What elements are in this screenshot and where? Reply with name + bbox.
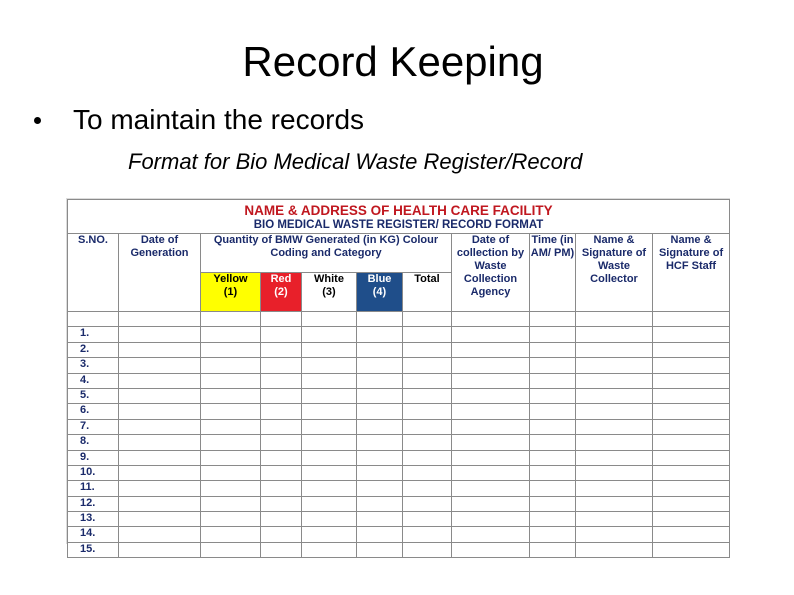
- entry-cell[interactable]: [653, 373, 730, 388]
- table-row: [68, 450, 730, 465]
- entry-cell[interactable]: [357, 496, 403, 511]
- entry-cell[interactable]: [201, 358, 261, 373]
- entry-cell[interactable]: [530, 465, 576, 480]
- entry-cell[interactable]: [302, 342, 357, 357]
- form-subheading-row: [68, 219, 730, 234]
- entry-cell[interactable]: [653, 542, 730, 557]
- entry-cell[interactable]: [452, 404, 530, 419]
- row-number: 8.: [68, 435, 119, 450]
- entry-cell[interactable]: [261, 512, 302, 527]
- form-heading-row: [68, 200, 730, 220]
- entry-cell[interactable]: [119, 512, 201, 527]
- table-row: [68, 527, 730, 542]
- entry-cell[interactable]: [653, 404, 730, 419]
- entry-cell[interactable]: [452, 512, 530, 527]
- entry-cell[interactable]: [201, 342, 261, 357]
- entry-cell[interactable]: [302, 481, 357, 496]
- entry-cell[interactable]: [403, 465, 452, 480]
- entry-cell[interactable]: [302, 388, 357, 403]
- entry-cell[interactable]: [119, 327, 201, 342]
- entry-cell[interactable]: [403, 450, 452, 465]
- entry-cell[interactable]: [357, 435, 403, 450]
- entry-cell[interactable]: [302, 404, 357, 419]
- entry-cell[interactable]: [452, 450, 530, 465]
- entry-cell[interactable]: [357, 542, 403, 557]
- entry-cell[interactable]: [452, 388, 530, 403]
- table-row: [68, 327, 730, 342]
- entry-cell[interactable]: [201, 404, 261, 419]
- entry-cell[interactable]: [201, 388, 261, 403]
- entry-cell[interactable]: [261, 465, 302, 480]
- col-header-quantity: Quantity of BMW Generated (in KG) Colour Coding and Category: [201, 234, 452, 273]
- entry-cell[interactable]: [452, 419, 530, 434]
- entry-cell[interactable]: [452, 327, 530, 342]
- entry-cell[interactable]: [403, 419, 452, 434]
- entry-cell[interactable]: [653, 512, 730, 527]
- entry-cell[interactable]: [576, 358, 653, 373]
- entry-cell[interactable]: [302, 419, 357, 434]
- entry-cell[interactable]: [576, 419, 653, 434]
- entry-cell[interactable]: [452, 373, 530, 388]
- entry-cell[interactable]: [261, 542, 302, 557]
- entry-cell[interactable]: [653, 435, 730, 450]
- slide-subtitle: Format for Bio Medical Waste Register/Record: [128, 149, 583, 174]
- bullet-item: [34, 104, 364, 136]
- entry-cell[interactable]: [302, 527, 357, 542]
- entry-cell[interactable]: [357, 327, 403, 342]
- table-row: [68, 496, 730, 511]
- entry-cell[interactable]: [261, 342, 302, 357]
- entry-cell[interactable]: [403, 358, 452, 373]
- entry-cell[interactable]: [119, 419, 201, 434]
- bullet-text: To maintain the records: [73, 104, 365, 135]
- entry-cell[interactable]: [357, 388, 403, 403]
- entry-cell[interactable]: [403, 527, 452, 542]
- table-row: [68, 512, 730, 527]
- entry-cell[interactable]: [452, 542, 530, 557]
- entry-cell[interactable]: [403, 327, 452, 342]
- row-number: 3.: [68, 358, 119, 373]
- entry-cell[interactable]: [452, 358, 530, 373]
- table-row: [68, 419, 730, 434]
- entry-cell[interactable]: [119, 450, 201, 465]
- entry-cell[interactable]: [201, 481, 261, 496]
- table-row: [68, 388, 730, 403]
- entry-cell[interactable]: [357, 481, 403, 496]
- entry-cell[interactable]: [302, 373, 357, 388]
- entry-cell[interactable]: [576, 373, 653, 388]
- table-row: [68, 404, 730, 419]
- bmw-register-table: [67, 199, 730, 558]
- col-header-staff: Name & Signature of HCF Staff: [653, 234, 730, 312]
- entry-cell[interactable]: [653, 496, 730, 511]
- row-number: 14.: [68, 527, 119, 542]
- table-row: [68, 435, 730, 450]
- entry-cell[interactable]: [119, 373, 201, 388]
- entry-cell[interactable]: [530, 527, 576, 542]
- entry-cell[interactable]: [119, 496, 201, 511]
- entry-cell[interactable]: [530, 481, 576, 496]
- entry-cell[interactable]: [653, 358, 730, 373]
- entry-cell[interactable]: [653, 527, 730, 542]
- entry-cell[interactable]: [403, 481, 452, 496]
- table-row: [68, 342, 730, 357]
- entry-cell[interactable]: [201, 512, 261, 527]
- entry-cell[interactable]: [261, 373, 302, 388]
- entry-cell[interactable]: [261, 481, 302, 496]
- entry-cell[interactable]: [357, 450, 403, 465]
- entry-cell[interactable]: [653, 327, 730, 342]
- entry-cell[interactable]: [653, 419, 730, 434]
- entry-cell[interactable]: [261, 496, 302, 511]
- entry-cell[interactable]: [201, 527, 261, 542]
- entry-cell[interactable]: [576, 512, 653, 527]
- col-header-date-collection: Date of collection by Waste Collection Agency: [452, 234, 530, 312]
- entry-cell[interactable]: [452, 496, 530, 511]
- table-row: [68, 481, 730, 496]
- entry-cell[interactable]: [576, 388, 653, 403]
- col-header-collector: Name & Signature of Waste Collector: [576, 234, 653, 312]
- table-row: [68, 373, 730, 388]
- entry-cell[interactable]: [302, 435, 357, 450]
- form-heading: NAME & ADDRESS OF HEALTH CARE FACILITY: [68, 200, 730, 220]
- entry-cell[interactable]: [576, 327, 653, 342]
- entry-cell[interactable]: [261, 404, 302, 419]
- entry-cell[interactable]: [653, 450, 730, 465]
- row-number: 2.: [68, 342, 119, 357]
- entry-cell[interactable]: [357, 527, 403, 542]
- entry-cell[interactable]: [576, 527, 653, 542]
- entry-cell[interactable]: [302, 496, 357, 511]
- entry-cell[interactable]: [452, 481, 530, 496]
- entry-cell[interactable]: [119, 388, 201, 403]
- row-number: 7.: [68, 419, 119, 434]
- entry-cell[interactable]: [119, 465, 201, 480]
- entry-cell[interactable]: [576, 481, 653, 496]
- entry-cell[interactable]: [653, 388, 730, 403]
- row-number: 1.: [68, 327, 119, 342]
- row-number: 12.: [68, 496, 119, 511]
- entry-cell[interactable]: [201, 419, 261, 434]
- entry-cell[interactable]: [452, 465, 530, 480]
- entry-cell[interactable]: [403, 342, 452, 357]
- entry-cell[interactable]: [357, 373, 403, 388]
- entry-cell[interactable]: [530, 496, 576, 511]
- entry-cell[interactable]: [119, 481, 201, 496]
- entry-cell[interactable]: [302, 450, 357, 465]
- category-blue: Blue (4): [357, 273, 403, 312]
- form-subheading: BIO MEDICAL WASTE REGISTER/ RECORD FORMAT: [68, 219, 730, 234]
- entry-cell[interactable]: [452, 435, 530, 450]
- entry-cell[interactable]: [261, 419, 302, 434]
- entry-cell[interactable]: [119, 542, 201, 557]
- entry-cell[interactable]: [403, 435, 452, 450]
- entry-cell[interactable]: [357, 512, 403, 527]
- col-header-date-generation: Date of Generation: [119, 234, 201, 312]
- entry-cell[interactable]: [403, 496, 452, 511]
- entry-cell[interactable]: [302, 465, 357, 480]
- entry-cell[interactable]: [357, 404, 403, 419]
- entry-cell[interactable]: [576, 496, 653, 511]
- col-header-time: Time (in AM/ PM): [530, 234, 576, 312]
- entry-cell[interactable]: [261, 388, 302, 403]
- row-number: 11.: [68, 481, 119, 496]
- entry-cell[interactable]: [261, 358, 302, 373]
- entry-cell[interactable]: [357, 419, 403, 434]
- entry-cell[interactable]: [530, 342, 576, 357]
- entry-cell[interactable]: [201, 496, 261, 511]
- entry-cell[interactable]: [201, 435, 261, 450]
- entry-cell[interactable]: [530, 542, 576, 557]
- table-row: [68, 542, 730, 557]
- entry-cell[interactable]: [530, 512, 576, 527]
- entry-cell[interactable]: [261, 450, 302, 465]
- entry-cell[interactable]: [653, 481, 730, 496]
- entry-cell[interactable]: [201, 373, 261, 388]
- entry-cell[interactable]: [576, 435, 653, 450]
- entry-cell[interactable]: [576, 404, 653, 419]
- row-number: 5.: [68, 388, 119, 403]
- entry-cell[interactable]: [653, 465, 730, 480]
- entry-cell[interactable]: [302, 358, 357, 373]
- entry-cell[interactable]: [357, 358, 403, 373]
- category-yellow: Yellow (1): [201, 273, 261, 312]
- entry-cell[interactable]: [576, 542, 653, 557]
- entry-cell[interactable]: [302, 512, 357, 527]
- entry-cell[interactable]: [302, 327, 357, 342]
- entry-cell[interactable]: [576, 465, 653, 480]
- entry-cell[interactable]: [261, 527, 302, 542]
- entry-cell[interactable]: [119, 435, 201, 450]
- entry-cell[interactable]: [403, 542, 452, 557]
- category-total: Total: [403, 273, 452, 312]
- row-number: 9.: [68, 450, 119, 465]
- entry-cell[interactable]: [403, 373, 452, 388]
- entry-cell[interactable]: [201, 327, 261, 342]
- entry-cell[interactable]: [530, 450, 576, 465]
- row-number: 4.: [68, 373, 119, 388]
- entry-cell[interactable]: [357, 465, 403, 480]
- bullet-dot-icon: [34, 117, 41, 124]
- entry-cell[interactable]: [403, 388, 452, 403]
- entry-cell[interactable]: [357, 342, 403, 357]
- entry-cell[interactable]: [452, 527, 530, 542]
- spacer-row: [68, 312, 730, 327]
- row-number: 6.: [68, 404, 119, 419]
- entry-cell[interactable]: [530, 404, 576, 419]
- col-header-sno: S.NO.: [68, 234, 119, 312]
- category-red: Red (2): [261, 273, 302, 312]
- row-number: 13.: [68, 512, 119, 527]
- entry-cell[interactable]: [576, 342, 653, 357]
- entry-cell[interactable]: [530, 388, 576, 403]
- entry-cell[interactable]: [119, 342, 201, 357]
- entry-cell[interactable]: [530, 358, 576, 373]
- entry-cell[interactable]: [530, 373, 576, 388]
- entry-cell[interactable]: [119, 527, 201, 542]
- row-number: 15.: [68, 542, 119, 557]
- entry-cell[interactable]: [576, 450, 653, 465]
- row-number: 10.: [68, 465, 119, 480]
- table-row: [68, 358, 730, 373]
- slide-title: Record Keeping: [242, 38, 544, 85]
- entry-cell[interactable]: [530, 435, 576, 450]
- entry-cell[interactable]: [201, 465, 261, 480]
- entry-cell[interactable]: [530, 419, 576, 434]
- entry-cell[interactable]: [119, 404, 201, 419]
- entry-cell[interactable]: [302, 542, 357, 557]
- entry-cell[interactable]: [403, 404, 452, 419]
- entry-cell[interactable]: [261, 327, 302, 342]
- entry-cell[interactable]: [452, 342, 530, 357]
- entry-cell[interactable]: [119, 358, 201, 373]
- entry-cell[interactable]: [201, 542, 261, 557]
- entry-cell[interactable]: [653, 342, 730, 357]
- category-white: White (3): [302, 273, 357, 312]
- entry-cell[interactable]: [530, 327, 576, 342]
- entry-cell[interactable]: [261, 435, 302, 450]
- entry-cell[interactable]: [403, 512, 452, 527]
- entry-cell[interactable]: [201, 450, 261, 465]
- column-header-row: [68, 234, 730, 273]
- table-row: [68, 465, 730, 480]
